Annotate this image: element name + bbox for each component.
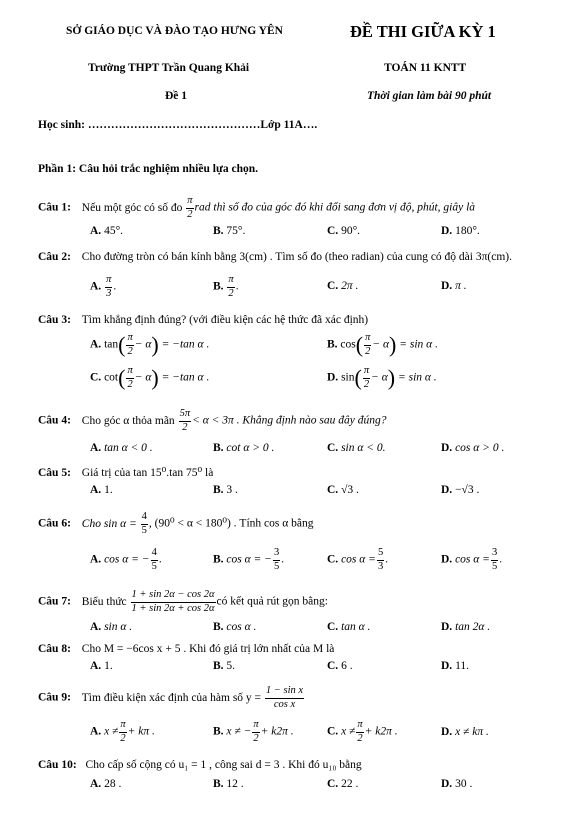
question-text: < α < 3π . Khẳng định nào sau đây đúng?	[192, 414, 387, 427]
option-2d[interactable]: D. π .	[441, 280, 467, 292]
option-2c[interactable]: C. 2π .	[327, 280, 359, 292]
question-10	[38, 759, 362, 771]
option-9a[interactable]: A. x ≠ $\frac{\pi}{2}$ + kπ .	[90, 719, 155, 744]
part-title: Phần 1: Câu hỏi trắc nghiệm nhiều lựa chọn.	[38, 163, 258, 175]
question-text: Giá trị của tan 15⁰.tan 75⁰ là	[81, 467, 214, 479]
question-8	[38, 643, 334, 655]
exam-time: Thời gian làm bài 90 phút	[367, 90, 492, 102]
option-6c[interactable]: C. cos α = $\frac{5}{3}$ .	[327, 547, 389, 572]
question-number: Câu 1:	[38, 201, 71, 214]
question-number: Câu 10:	[38, 759, 77, 771]
question-number: Câu 3:	[38, 314, 71, 326]
option-3c[interactable]: C. cot( $\frac{\pi}{2}$ − α) = −tan α .	[90, 365, 210, 390]
question-7: Câu 7: Biểu thức $\frac{1 + \sin 2\alpha - \cos 2\alpha}{1 + \sin 2\alpha + \cos 2\alpha}$ có kết quả rút gọn bằng:	[38, 589, 328, 614]
question-text: Cho góc α thỏa mãn	[81, 414, 175, 427]
question-number: Câu 2:	[38, 251, 71, 263]
exam-code: Đề 1	[165, 90, 188, 102]
option-7a[interactable]: A. sin α .	[90, 621, 133, 633]
question-text: Cho M = −6cos x + 5 . Khi đó giá trị lớn nhất của M là	[81, 643, 335, 655]
exam-title: ĐỀ THI GIỮA KỲ 1	[350, 22, 496, 41]
question-text: có kết quả rút gọn bằng:	[216, 595, 328, 608]
option-6a[interactable]: A. cos α = − $\frac{4}{5}$ .	[90, 547, 162, 572]
question-text: Cho sin α =	[81, 517, 137, 530]
option-4b[interactable]: B. cot α > 0 .	[213, 442, 275, 454]
option-10b[interactable]: B. 12 .	[213, 778, 244, 790]
option-6b[interactable]: B. cos α = − $\frac{3}{5}$ .	[213, 547, 285, 572]
option-10a[interactable]: A. 28 .	[90, 778, 122, 790]
question-number: Câu 8:	[38, 643, 71, 655]
option-4a[interactable]: A. tan α < 0 .	[90, 442, 153, 454]
school-name: Trường THPT Trần Quang Khải	[88, 62, 250, 74]
option-2a[interactable]: A. $\frac{\pi}{3}$ .	[90, 274, 117, 299]
option-8c[interactable]: C. 6 .	[327, 660, 353, 672]
option-3b[interactable]: B. cos( $\frac{\pi}{2}$ − α) = sin α .	[327, 332, 438, 357]
option-7d[interactable]: D. tan 2α .	[441, 621, 491, 633]
fraction: $\frac{\pi}{2}$	[187, 195, 193, 220]
option-4c[interactable]: C. sin α < 0.	[327, 442, 386, 454]
option-1b[interactable]: B. 75°.	[213, 225, 246, 237]
question-text: Nếu một góc có số đo	[81, 201, 183, 214]
question-number: Câu 9:	[38, 691, 71, 704]
option-2b[interactable]: B. $\frac{\pi}{2}$ .	[213, 274, 239, 299]
option-9b[interactable]: B. x ≠ − $\frac{\pi}{2}$ + k2π .	[213, 719, 294, 744]
option-7b[interactable]: B. cos α .	[213, 621, 257, 633]
question-5	[38, 465, 213, 479]
student-line: Học sinh: ………………………………………Lớp 11A….	[38, 119, 318, 131]
question-text: , (90⁰ < α < 180⁰) . Tính cos α bằng	[148, 517, 314, 530]
question-3	[38, 314, 368, 326]
question-number: Câu 4:	[38, 414, 71, 427]
option-1a[interactable]: A. 45°.	[90, 225, 124, 237]
option-3d[interactable]: D. sin( $\frac{\pi}{2}$ − α) = sin α .	[327, 365, 437, 390]
option-6d[interactable]: D. cos α = $\frac{3}{5}$ .	[441, 547, 503, 572]
question-text: Tìm khẳng định đúng? (với điều kiện các hệ thức đã xác định)	[81, 314, 369, 326]
option-7c[interactable]: C. tan α .	[327, 621, 371, 633]
question-text: Cho cấp số cộng có u₁ = 1 , công sai d = 3 . Khi đó u₁₀ bằng	[85, 759, 362, 771]
option-3a[interactable]: A. tan( $\frac{\pi}{2}$ − α) = −tan α .	[90, 332, 210, 357]
option-10c[interactable]: C. 22 .	[327, 778, 359, 790]
question-text: Tìm điều kiện xác định của hàm số y =	[81, 691, 262, 704]
option-5a[interactable]: A. 1.	[90, 484, 113, 496]
option-1c[interactable]: C. 90°.	[327, 225, 361, 237]
option-5d[interactable]: D. −√3 .	[441, 484, 480, 496]
question-text: Biểu thức	[81, 595, 127, 608]
option-9d[interactable]: D. x ≠ kπ .	[441, 726, 489, 738]
option-1d[interactable]: D. 180°.	[441, 225, 480, 237]
question-1	[38, 196, 475, 220]
question-number: Câu 7:	[38, 595, 71, 608]
option-8a[interactable]: A. 1.	[90, 660, 113, 672]
option-10d[interactable]: D. 30 .	[441, 778, 473, 790]
option-9c[interactable]: C. x ≠ $\frac{\pi}{2}$ + k2π .	[327, 719, 398, 744]
question-text: Cho đường tròn có bán kính bằng 3(cm) . Tìm số đo (theo radian) của cung có độ dài 3π(cm).	[81, 251, 512, 263]
subject-name: TOÁN 11 KNTT	[384, 62, 467, 74]
question-4: Câu 4: Cho góc α thỏa mãn $\frac{5\pi}{2}$ < α < 3π . Khẳng định nào sau đây đúng?	[38, 408, 387, 433]
question-9: Câu 9: Tìm điều kiện xác định của hàm số y = $\frac{\text{1 − sin x}}{\text{cos x}}$	[38, 685, 304, 710]
question-number: Câu 5:	[38, 467, 71, 479]
question-number: Câu 6:	[38, 517, 71, 530]
option-4d[interactable]: D. cos α > 0 .	[441, 442, 505, 454]
question-text: rad thì số đo của góc đó khi đổi sang đơn vị độ, phút, giây là	[194, 201, 476, 214]
option-5c[interactable]: C. √3 .	[327, 484, 359, 496]
question-6: Câu 6: Cho sin α = $\frac{4}{5}$ , (90⁰ < α < 180⁰) . Tính cos α bằng	[38, 511, 314, 536]
option-5b[interactable]: B. 3 .	[213, 484, 238, 496]
option-8b[interactable]: B. 5.	[213, 660, 236, 672]
option-8d[interactable]: D. 11.	[441, 660, 470, 672]
question-2	[38, 251, 512, 263]
department-name: SỞ GIÁO DỤC VÀ ĐÀO TẠO HƯNG YÊN	[66, 25, 283, 37]
